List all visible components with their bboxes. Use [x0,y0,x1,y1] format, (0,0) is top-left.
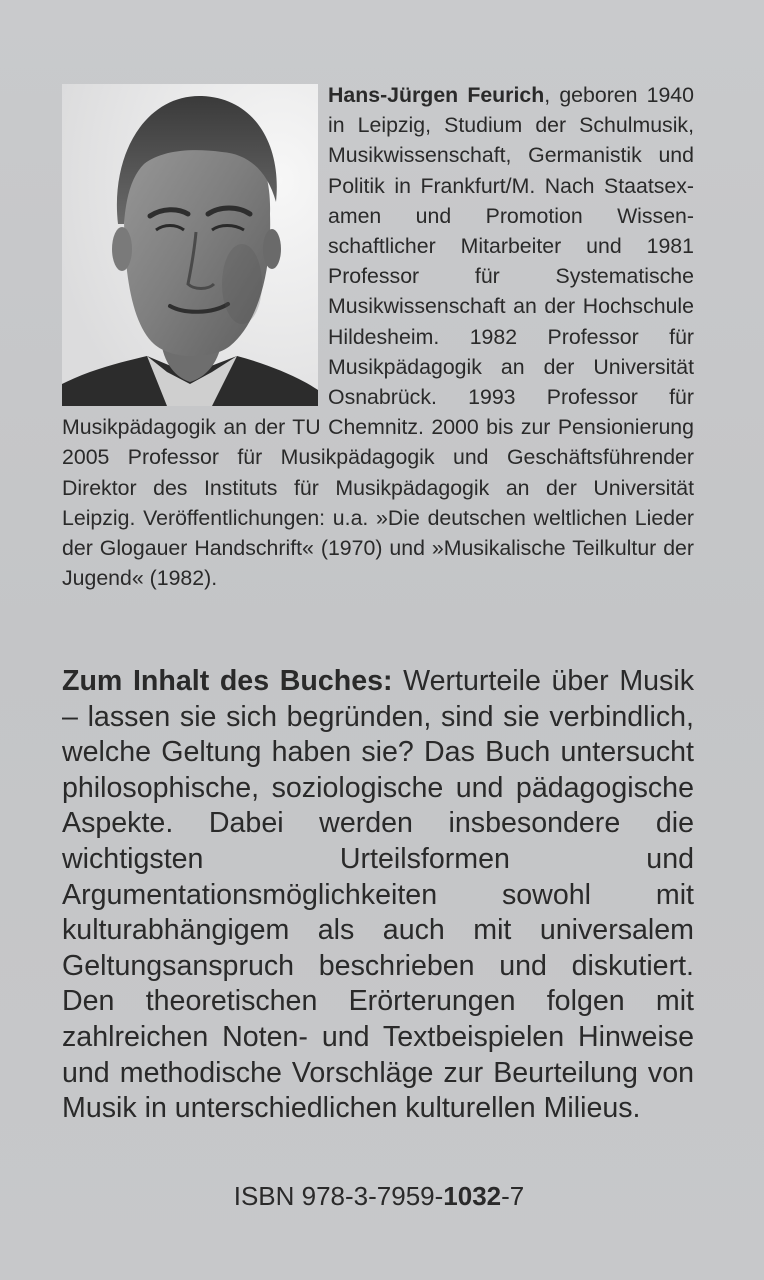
isbn [0,1176,764,1216]
author-photo [62,84,318,406]
author-bio-text: , geboren 1940 in Leipzig, Studium der Schulmusik, Musikwissenschaft, Germanistik und Politik in Frankfurt/M. Nach Staatsexamen und Promotion Wissenschaftlicher Mitarbeiter und 1981 Professor für Systematische Musikwissenschaft an der Hochschule Hildesheim. 1982 Professor für Musikpädagogik an der Universität Osnabrück. 1993 Professor für Musikpädagogik an der TU Chemnitz. 2000 bis zur Pensionierung 2005 Professor für Musikpädagogik und Geschäftsführender Direktor des Instituts für Musikpädagogik an der Universität Leipzig. Veröffentlichungen: u.a. »Die deutschen weltlichen Lieder der Glogauer Handschrift« (1970) und »Musikalische Teilkultur der Jugend« (1982). [62,83,694,591]
isbn-prefix: ISBN 978-3-7959- [233,1181,444,1211]
isbn-bold: 1032 [443,1181,502,1211]
author-bio [62,80,694,593]
isbn-suffix: -7 [501,1181,525,1211]
author-name: Hans-Jürgen Feurich [328,83,545,107]
book-summary [62,664,694,1127]
summary-heading: Zum Inhalt des Buches: [62,665,393,697]
summary-text: Werturteile über Musik – lassen sie sich begründen, sind sie verbindlich, welche Geltung haben sie? Das Buch untersucht philosophische, soziologische und pädagogische Aspekte. Dabei werden insbesondere die wichtigsten Urteilsformen und Argumentationsmöglichkeiten sowohl mit kulturabhängigem als auch mit universalem Geltungsanspruch beschrieben und diskutiert. Den theoretischen Erörterungen folgen mit zahlreichen Noten- und Textbeispielen Hinweise und methodische Vorschläge zur Beurteilung von Musik in unterschiedlichen kulturellen Milieus. [62,665,694,1125]
